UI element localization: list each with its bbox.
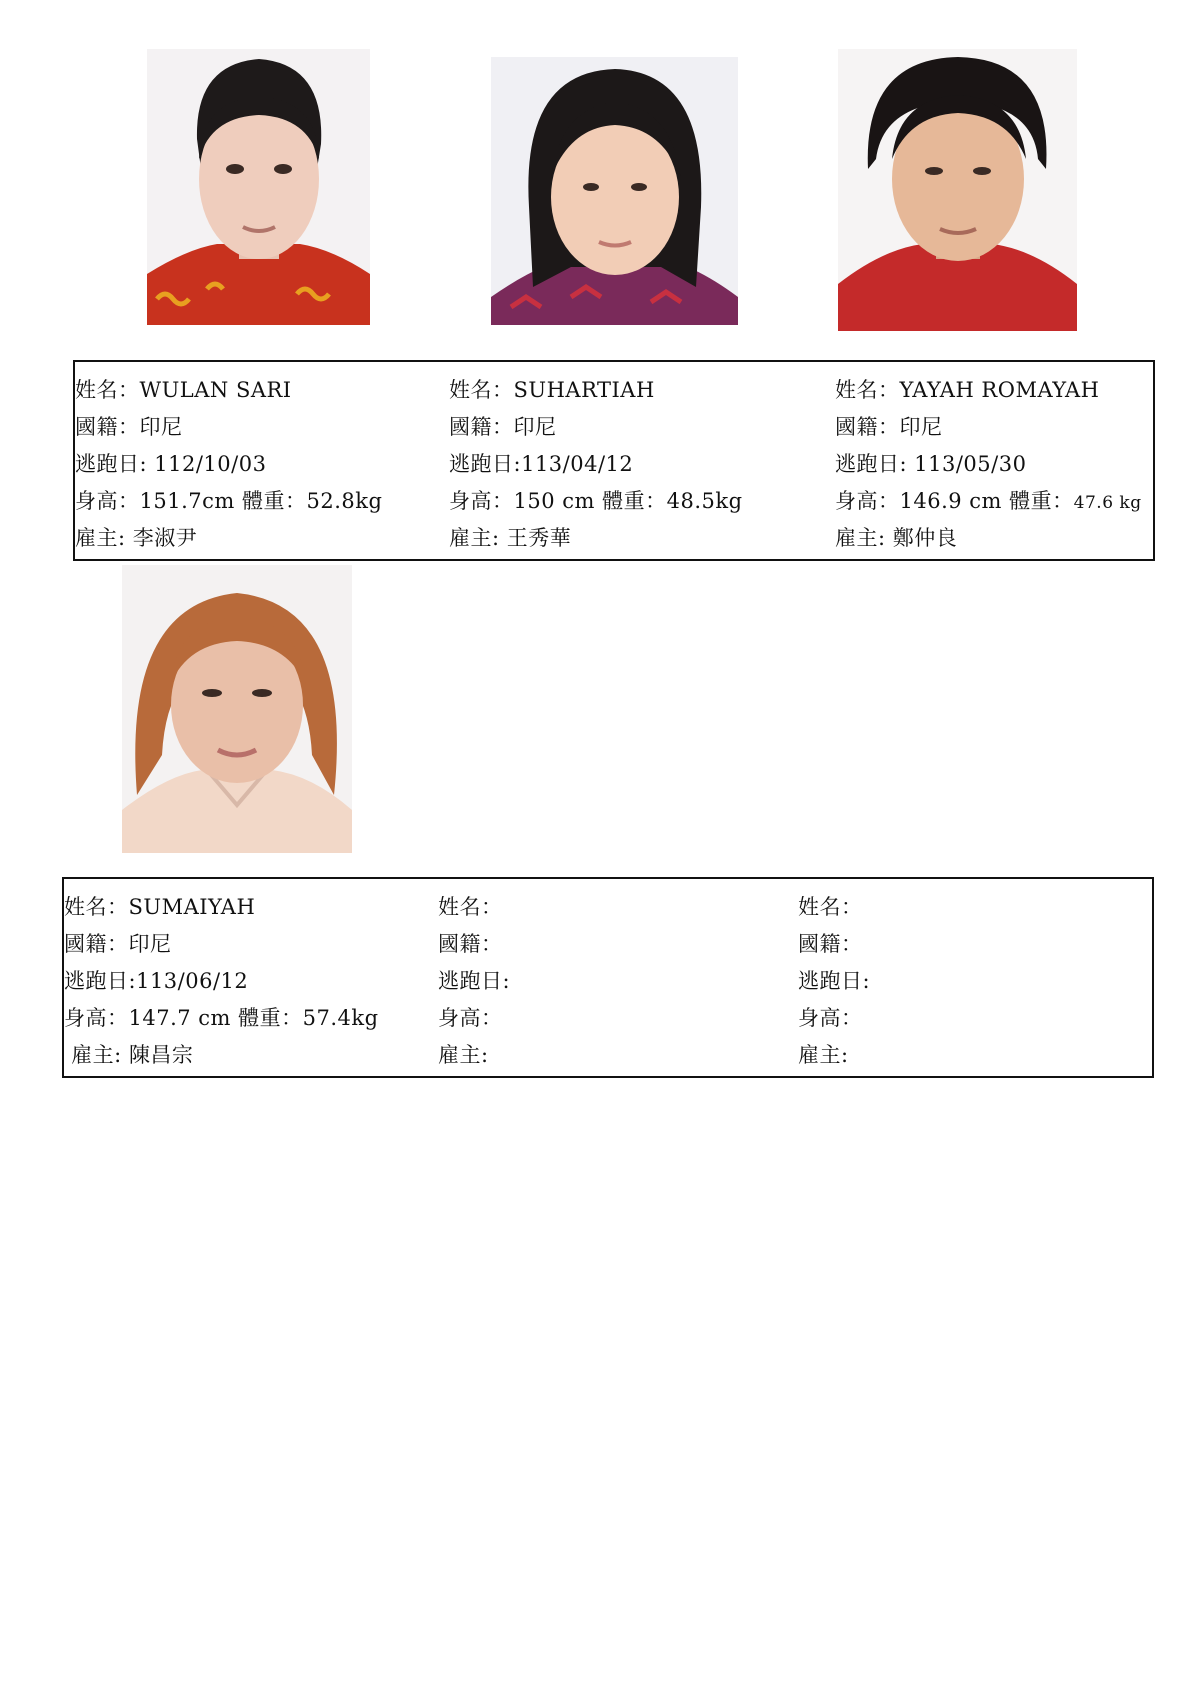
photo-yayah-romayah: [838, 49, 1077, 331]
nationality-line: 國籍：印尼: [449, 415, 557, 439]
photo-suhartiah: [491, 57, 738, 325]
nationality-line: 國籍：印尼: [75, 415, 183, 439]
weight-value: 47.6 kg: [1073, 493, 1142, 513]
name-value: SUHARTIAH: [513, 378, 655, 402]
height-line: 身高：: [798, 1006, 863, 1030]
escape-date-line: 逃跑日:113/04/12: [449, 452, 634, 476]
height-value: 147.7 cm: [128, 1006, 231, 1030]
nationality-value: 印尼: [139, 415, 183, 439]
photo-wulan-sari: [147, 49, 370, 325]
info-column-3: [835, 372, 1142, 557]
nationality-value: 印尼: [899, 415, 943, 439]
height-value: 150 cm: [513, 489, 595, 513]
height-weight-line: 身高：147.7 cm 體重：57.4kg: [64, 1006, 379, 1030]
escape-date-value: 113/05/30: [914, 452, 1027, 476]
escape-date-line: 逃跑日:: [798, 969, 871, 993]
employer-line: 雇主: 李淑尹: [75, 526, 198, 550]
info-column-3: [798, 889, 870, 1074]
info-box-row-2: [62, 877, 1154, 1078]
height-value: 151.7cm: [139, 489, 235, 513]
employer-line: 雇主: 陳昌宗: [64, 1043, 194, 1067]
weight-value: 57.4kg: [302, 1006, 379, 1030]
employer-value: 鄭仲良: [892, 526, 958, 550]
info-column-1: [64, 889, 379, 1074]
height-value: 146.9 cm: [899, 489, 1002, 513]
info-box-row-1: [73, 360, 1155, 561]
employer-line: 雇主: 王秀華: [449, 526, 572, 550]
height-line: 身高：: [438, 1006, 503, 1030]
employer-line: 雇主:: [438, 1043, 489, 1067]
info-column-2: [438, 889, 510, 1074]
info-column-2: [449, 372, 743, 557]
employer-line: 雇主:: [798, 1043, 849, 1067]
nationality-value: 印尼: [513, 415, 557, 439]
height-weight-line: 身高：151.7cm 體重：52.8kg: [75, 489, 383, 513]
name-line: 姓名：WULAN SARI: [75, 378, 292, 402]
nationality-line: 國籍：: [438, 932, 503, 956]
nationality-line: 國籍：: [798, 932, 863, 956]
photo-sumaiyah: [122, 565, 352, 853]
employer-line: 雇主: 鄭仲良: [835, 526, 958, 550]
escape-date-value: 113/04/12: [521, 452, 634, 476]
escape-date-line: 逃跑日: 113/05/30: [835, 452, 1027, 476]
employer-value: 陳昌宗: [128, 1043, 194, 1067]
name-line: 姓名：SUMAIYAH: [64, 895, 256, 919]
name-value: SUMAIYAH: [128, 895, 256, 919]
height-weight-line: 身高：150 cm 體重：48.5kg: [449, 489, 743, 513]
escape-date-line: 逃跑日:: [438, 969, 511, 993]
info-column-1: [75, 372, 382, 557]
weight-value: 52.8kg: [306, 489, 383, 513]
escape-date-value: 112/10/03: [154, 452, 267, 476]
nationality-line: 國籍：印尼: [64, 932, 172, 956]
name-line: 姓名：YAYAH ROMAYAH: [835, 378, 1100, 402]
escape-date-line: 逃跑日:113/06/12: [64, 969, 249, 993]
weight-value: 48.5kg: [666, 489, 743, 513]
name-line: 姓名：: [798, 895, 863, 919]
name-value: WULAN SARI: [139, 378, 292, 402]
nationality-line: 國籍：印尼: [835, 415, 943, 439]
name-line: 姓名：: [438, 895, 503, 919]
height-weight-line: 身高：146.9 cm 體重：47.6 kg: [835, 489, 1142, 513]
escape-date-value: 113/06/12: [136, 969, 249, 993]
escape-date-line: 逃跑日: 112/10/03: [75, 452, 267, 476]
name-line: 姓名：SUHARTIAH: [449, 378, 655, 402]
nationality-value: 印尼: [128, 932, 172, 956]
employer-value: 王秀華: [506, 526, 572, 550]
name-value: YAYAH ROMAYAH: [899, 378, 1100, 402]
employer-value: 李淑尹: [132, 526, 198, 550]
